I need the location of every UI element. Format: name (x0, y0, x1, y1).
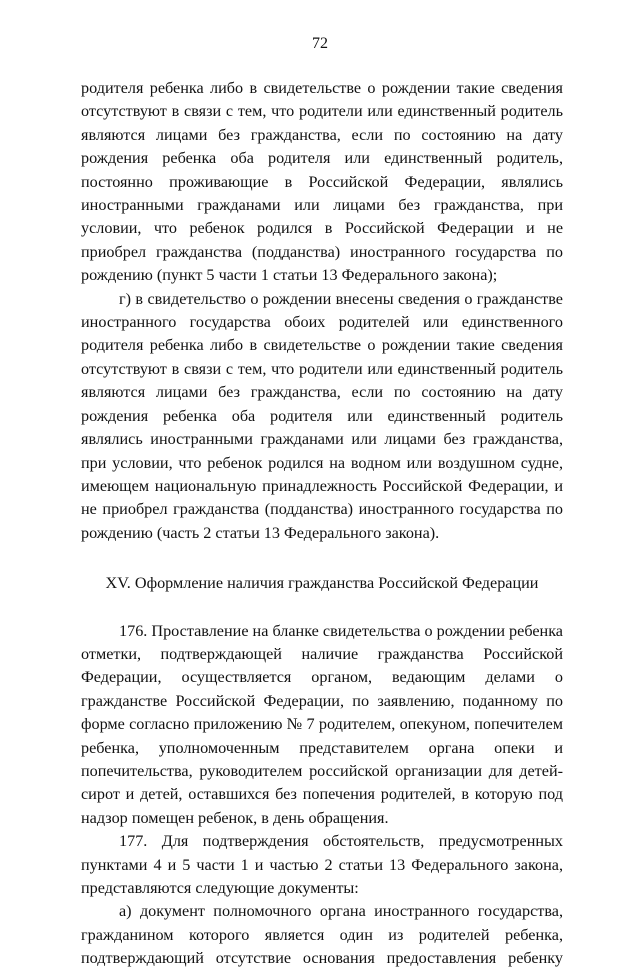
paragraph-continued: родителя ребенка либо в свидетельстве о рождении такие сведения отсутствуют в связи с тем, что родители или единственный родитель являются лицами без гражданства, если по состоянию на дату рождения ребенка оба родителя или единственный родитель, постоянно проживающие в Российской Федерации, являлись иностранными гражданами или лицами без гражданства, при условии, что ребенок родился в Российской Федерации и не приобрел гражданства (подданства) иностранного государства по рождению (пункт 5 части 1 статьи 13 Федерального закона); (81, 79, 563, 285)
document-body (81, 77, 563, 971)
paragraph-177: 177. Для подтверждения обстоятельств, предусмотренных пунктами 4 и 5 части 1 и частью 2 статьи 13 Федерального закона, представляются следующие документы: (81, 832, 563, 897)
page-number: 72 (312, 35, 328, 52)
paragraph-177-a: а) документ полномочного органа иностранного государства, гражданином которого является один из родителей ребенка, подтверждающий отсутствие основания предоставления ребенку (81, 902, 563, 968)
section-heading: XV. Оформление наличия гражданства Российской Федерации (105, 574, 539, 593)
paragraph-176: 176. Проставление на бланке свидетельства о рождении ребенка отметки, подтверждающей наличие гражданства Российской Федерации, осуществляется органом, ведающим делами о гражданстве Российской Федерации, по заявлению, поданному по форме согласно приложению № 7 родителем, опекуном, попечителем ребенка, уполномоченным представителем органа опеки и попечительства, руководителем российской организации для детей-сирот и детей, оставшихся без попечения родителей, в которую под надзор помещен ребенок, в день обращения. (81, 621, 563, 827)
paragraph-item-g: г) в свидетельство о рождении внесены сведения о гражданстве иностранного государства обоих родителей или единственного родителя ребенка либо в свидетельстве о рождении такие сведения отсутствуют в связи с тем, что родители или единственный родитель являются лицами без гражданства, если по состоянию на дату рождения ребенка оба родителя или единственный родитель являлись иностранными гражданами или лицами без гражданства, при условии, что ребенок родился на водном или воздушном судне, имеющем национальную принадлежность Российской Федерации, и не приобрел гражданства (подданства) иностранного государства по рождению (часть 2 статьи 13 Федерального закона). (81, 289, 563, 542)
